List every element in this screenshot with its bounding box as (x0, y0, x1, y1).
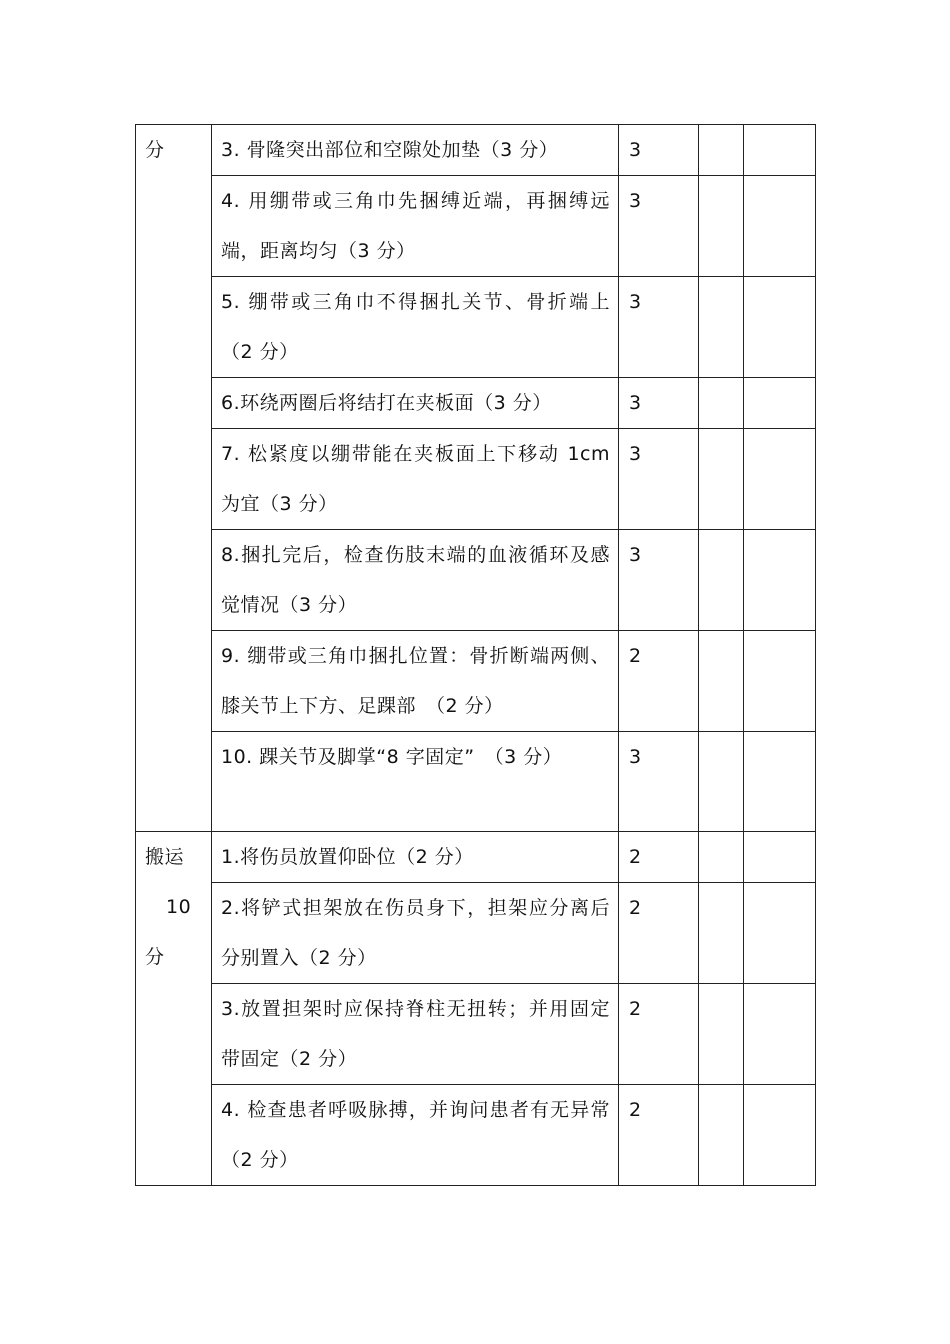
table-row (136, 277, 816, 378)
item-cell (212, 429, 619, 530)
score-cell: 3 (619, 125, 699, 176)
empty-cell (744, 883, 816, 984)
item-cell (212, 176, 619, 277)
empty-cell (699, 125, 744, 176)
table-row (136, 530, 816, 631)
empty-cell (744, 832, 816, 883)
empty-cell (699, 1085, 744, 1186)
item-text: 2.将铲式担架放在伤员身下，担架应分离后分别置入（2 分） (221, 897, 610, 969)
scoring-table (135, 124, 816, 1186)
item-cell (212, 1085, 619, 1186)
item-text: 10. 踝关节及脚掌“8 字固定” （3 分） (221, 746, 563, 768)
empty-cell (744, 631, 816, 732)
category-cell (136, 125, 212, 832)
item-text: 1.将伤员放置仰卧位（2 分） (221, 846, 474, 868)
item-cell (212, 277, 619, 378)
item-cell (212, 984, 619, 1085)
table-row (136, 125, 816, 176)
table-row (136, 984, 816, 1085)
empty-cell (744, 176, 816, 277)
score-cell: 2 (619, 1085, 699, 1186)
empty-cell (699, 732, 744, 832)
empty-cell (744, 378, 816, 429)
empty-cell (744, 530, 816, 631)
item-text: 7. 松紧度以绷带能在夹板面上下移动 1cm 为宜（3 分） (221, 443, 610, 515)
item-cell (212, 832, 619, 883)
empty-cell (744, 732, 816, 832)
score-cell: 2 (619, 984, 699, 1085)
empty-cell (744, 984, 816, 1085)
item-cell (212, 378, 619, 429)
item-cell (212, 883, 619, 984)
empty-cell (699, 984, 744, 1085)
score-cell: 3 (619, 176, 699, 277)
score-cell: 3 (619, 378, 699, 429)
score-cell: 3 (619, 732, 699, 832)
score-cell: 3 (619, 530, 699, 631)
category-label: 搬运 (145, 846, 185, 868)
category-label: 分 (145, 139, 165, 161)
empty-cell (699, 631, 744, 732)
empty-cell (699, 883, 744, 984)
item-text: 4. 用绷带或三角巾先捆缚近端，再捆缚远端，距离均匀（3 分） (221, 190, 610, 262)
item-cell (212, 530, 619, 631)
table-row (136, 429, 816, 530)
score-cell: 3 (619, 429, 699, 530)
score-cell: 3 (619, 277, 699, 378)
item-text: 5. 绷带或三角巾不得捆扎关节、骨折端上（2 分） (221, 291, 610, 363)
empty-cell (699, 176, 744, 277)
item-text: 9. 绷带或三角巾捆扎位置：骨折断端两侧、膝关节上下方、足踝部 （2 分） (221, 645, 610, 717)
empty-cell (699, 832, 744, 883)
category-label: 10 (166, 896, 192, 918)
empty-cell (744, 429, 816, 530)
score-cell: 2 (619, 883, 699, 984)
empty-cell (699, 277, 744, 378)
empty-cell (699, 429, 744, 530)
table-row (136, 732, 816, 832)
item-text: 6.环绕两圈后将结打在夹板面（3 分） (221, 392, 552, 414)
category-cell (136, 832, 212, 1186)
score-cell: 2 (619, 832, 699, 883)
empty-cell (699, 378, 744, 429)
score-cell: 2 (619, 631, 699, 732)
empty-cell (744, 1085, 816, 1186)
table-row (136, 631, 816, 732)
category-label: 分 (145, 946, 165, 968)
table-row (136, 378, 816, 429)
item-text: 4. 检查患者呼吸脉搏，并询问患者有无异常（2 分） (221, 1099, 610, 1171)
table-row (136, 832, 816, 883)
empty-cell (744, 277, 816, 378)
item-cell (212, 631, 619, 732)
empty-cell (699, 530, 744, 631)
item-text: 3.放置担架时应保持脊柱无扭转；并用固定带固定（2 分） (221, 998, 610, 1070)
table-row (136, 883, 816, 984)
item-text: 8.捆扎完后，检查伤肢末端的血液循环及感觉情况（3 分） (221, 544, 610, 616)
empty-cell (744, 125, 816, 176)
item-cell (212, 732, 619, 832)
table-row (136, 1085, 816, 1186)
item-cell (212, 125, 619, 176)
item-text: 3. 骨隆突出部位和空隙处加垫（3 分） (221, 139, 559, 161)
table-row (136, 176, 816, 277)
